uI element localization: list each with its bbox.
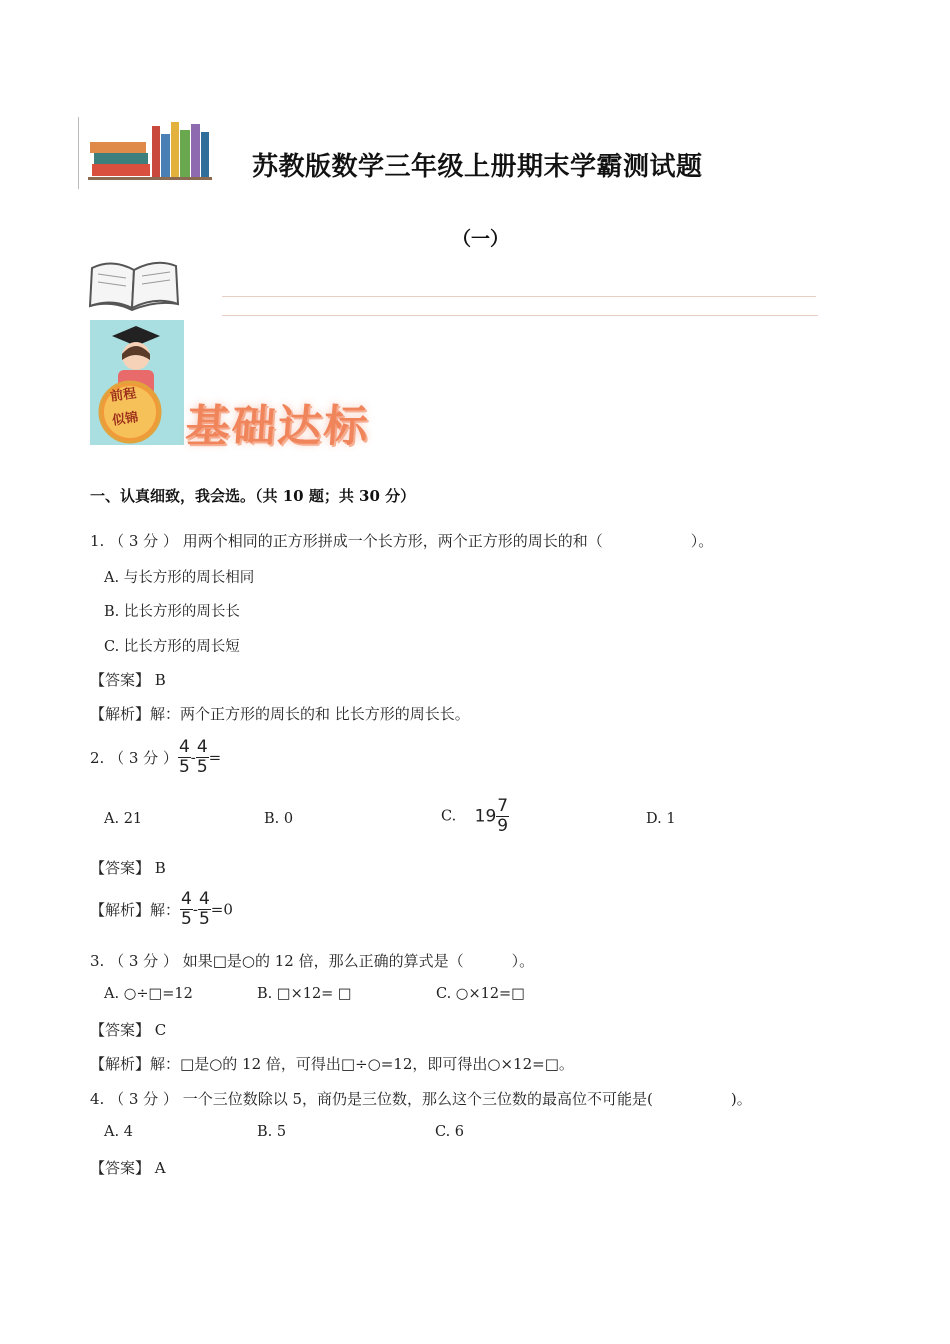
header-divider <box>78 117 79 189</box>
q3-option-b: B. □×12= □ <box>257 986 352 1002</box>
question-4-text: 4. （ 3 分 ） 一个三位数除以 5，商仍是三位数，那么这个三位数的最高位不可能是( <box>90 1090 653 1108</box>
analysis-text: 解：两个正方形的周长的和 比长方形的周长长。 <box>150 705 470 723</box>
fraction: $\frac{4}{5}$ <box>198 889 210 929</box>
answer-value: B <box>154 859 166 877</box>
minus-sign: - <box>190 748 196 767</box>
page-subtitle: （一） <box>452 228 510 250</box>
option-label: C. <box>441 808 457 825</box>
q1-analysis <box>90 703 470 724</box>
question-1-text: 1. （ 3 分 ） 用两个相同的正方形拼成一个长方形，两个正方形的周长的和（ <box>90 532 603 550</box>
question-4-tail: )。 <box>730 1090 752 1108</box>
q2-option-c <box>441 797 509 836</box>
answer-value: C <box>154 1021 167 1039</box>
equals-sign: = <box>208 748 222 767</box>
q2-option-a: A. 21 <box>104 811 143 827</box>
answer-value: B <box>154 671 166 689</box>
question-4 <box>90 1088 752 1109</box>
analysis-tag: 【解析】 <box>90 901 151 919</box>
minus-sign: - <box>192 900 198 919</box>
decor-line-1 <box>222 296 816 297</box>
open-book-icon <box>86 254 182 316</box>
question-3 <box>90 950 534 971</box>
question-2 <box>90 738 221 777</box>
page-title: 苏教版数学三年级上册期末学霸测试题 <box>252 152 703 182</box>
q2-option-d: D. 1 <box>646 811 676 827</box>
q3-analysis <box>90 1053 574 1074</box>
question-2-text: 2. （ 3 分 ） <box>90 749 178 767</box>
question-1 <box>90 530 713 551</box>
question-3-text: 3. （ 3 分 ） 如果□是○的 12 倍，那么正确的算式是（ <box>90 952 464 970</box>
analysis-text: 解： <box>150 901 181 919</box>
medal-text-1: 前程 <box>109 386 138 405</box>
answer-tag: 【答案】 <box>90 671 151 689</box>
section-heading: 一、认真细致，我会选。（共 10 题；共 30 分） <box>90 487 416 505</box>
q2-option-b: B. 0 <box>264 811 294 827</box>
medal-text-2: 似锦 <box>111 410 140 429</box>
q4-option-b: B. 5 <box>257 1124 287 1140</box>
q2-answer <box>90 857 166 878</box>
analysis-result: =0 <box>210 900 233 919</box>
q3-option-a: A. ○÷□=12 <box>104 986 193 1002</box>
q3-answer <box>90 1019 166 1040</box>
answer-value: A <box>154 1159 166 1177</box>
fraction: $\frac{4}{5}$ <box>181 889 192 929</box>
mixed-whole: 19 <box>474 806 497 827</box>
decor-line-2 <box>222 315 818 316</box>
answer-tag: 【答案】 <box>90 1159 151 1177</box>
answer-tag: 【答案】 <box>90 1021 151 1039</box>
question-3-tail: ）。 <box>511 952 535 970</box>
analysis-text: 解：□是○的 12 倍，可得出□÷○=12，即可得出○×12=□。 <box>150 1055 574 1073</box>
fraction: $\frac{4}{5}$ <box>196 737 208 777</box>
analysis-tag: 【解析】 <box>90 1055 151 1073</box>
q1-option-a: A. 与长方形的周长相同 <box>104 570 255 586</box>
fraction: $\frac{4}{5}$ <box>178 737 190 777</box>
q2-analysis <box>90 890 233 929</box>
answer-tag: 【答案】 <box>90 859 151 877</box>
q3-option-c: C. ○×12=□ <box>436 986 525 1002</box>
section-banner: 基础达标 <box>183 401 372 452</box>
question-1-tail: ）。 <box>690 532 714 550</box>
student-graduate-icon <box>90 320 184 445</box>
q4-option-a: A. 4 <box>104 1124 133 1140</box>
books-icon <box>88 120 212 180</box>
fraction: $\frac{7}{9}$ <box>497 796 509 836</box>
q4-answer <box>90 1157 166 1178</box>
q1-answer <box>90 669 166 690</box>
q1-option-c: C. 比长方形的周长短 <box>104 639 240 655</box>
q1-option-b: B. 比长方形的周长长 <box>104 604 240 620</box>
q4-option-c: C. 6 <box>435 1124 465 1140</box>
analysis-tag: 【解析】 <box>90 705 151 723</box>
